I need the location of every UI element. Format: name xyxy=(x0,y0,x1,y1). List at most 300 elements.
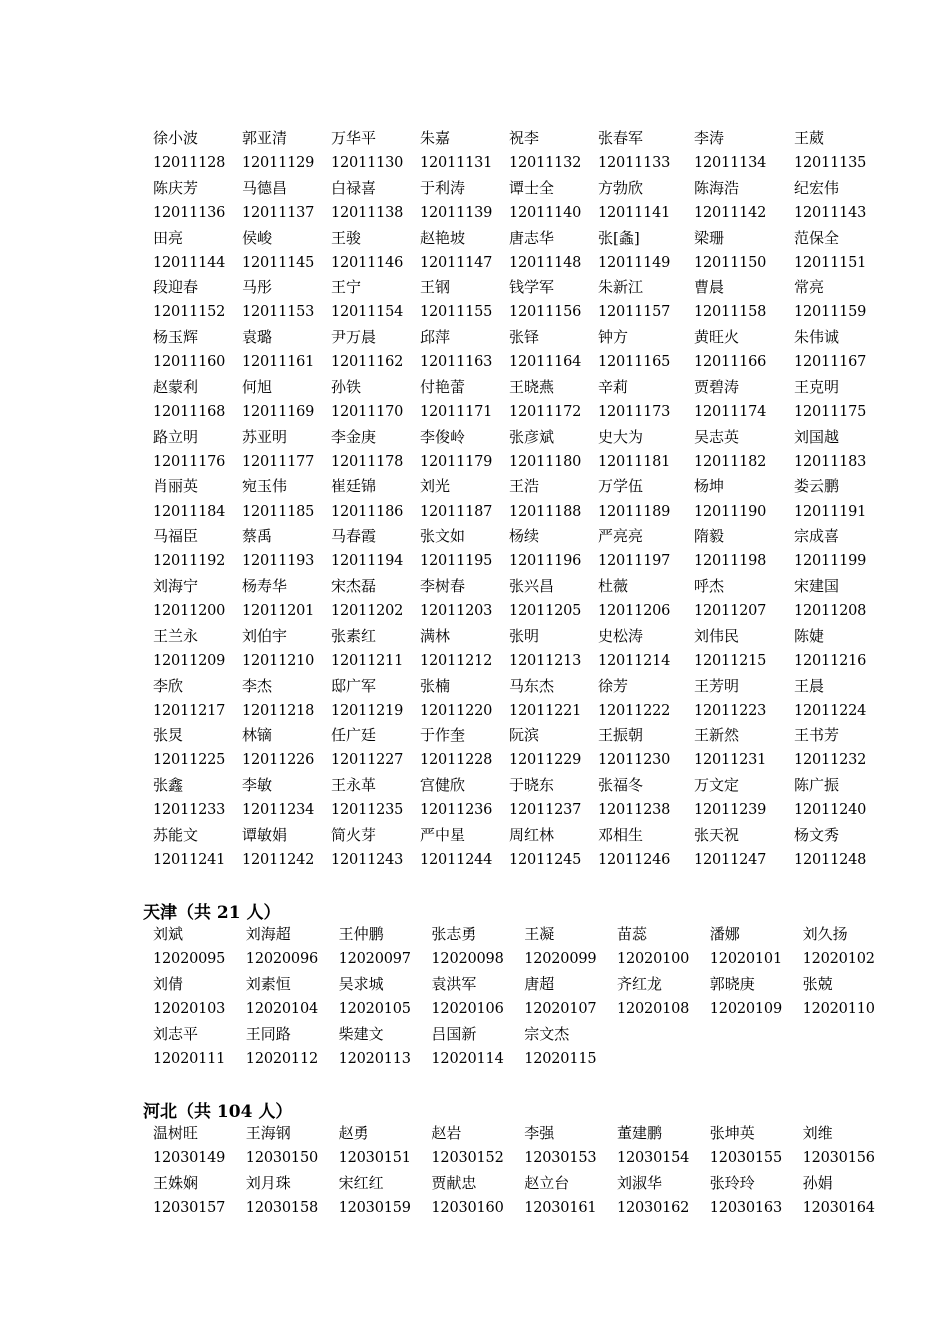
student-id: 12011232 xyxy=(794,752,867,769)
student-name: 李敏 xyxy=(242,776,273,795)
student-id: 12011170 xyxy=(331,403,404,420)
student-id: 12011224 xyxy=(794,702,867,719)
name-row xyxy=(153,1171,895,1196)
student-name: 王新然 xyxy=(694,726,740,745)
student-name: 张文如 xyxy=(420,527,466,546)
student-name: 钱学军 xyxy=(509,278,555,297)
student-id: 12011131 xyxy=(420,155,493,172)
id-row xyxy=(153,300,883,325)
id-row xyxy=(153,499,883,524)
student-id: 12011143 xyxy=(794,204,867,221)
student-name: 吕国新 xyxy=(431,1024,477,1043)
student-id: 12011207 xyxy=(694,603,767,620)
student-name: 张天祝 xyxy=(694,825,740,844)
student-id: 12011142 xyxy=(694,204,767,221)
student-name: 杨续 xyxy=(509,527,540,546)
name-row xyxy=(153,574,883,599)
student-name: 肖丽英 xyxy=(153,477,199,496)
student-name: 张炅 xyxy=(153,726,184,745)
name-row xyxy=(153,1022,895,1047)
student-name: 谭敏娟 xyxy=(242,825,288,844)
student-name: 张彦斌 xyxy=(509,427,555,446)
roster-table-hebei xyxy=(153,1121,895,1221)
student-id: 12011217 xyxy=(153,702,226,719)
student-name: 邱萍 xyxy=(420,328,451,347)
student-name: 崔廷锦 xyxy=(331,477,377,496)
student-id: 12011147 xyxy=(420,254,493,271)
student-id: 12011155 xyxy=(420,304,493,321)
student-name: 张春军 xyxy=(598,128,644,147)
student-id: 12020108 xyxy=(616,1000,690,1017)
student-id: 12011248 xyxy=(794,852,867,869)
student-id: 12011234 xyxy=(242,802,315,819)
student-id: 12011181 xyxy=(598,453,671,470)
student-name: 范保全 xyxy=(794,228,840,247)
student-id: 12030161 xyxy=(524,1199,597,1216)
student-name: 刘维 xyxy=(802,1123,833,1142)
id-row xyxy=(153,201,883,226)
student-name: 王芳明 xyxy=(694,676,740,695)
id-row xyxy=(153,698,883,723)
student-name: 田亮 xyxy=(153,228,184,247)
student-id: 12011137 xyxy=(242,204,315,221)
student-id: 12011196 xyxy=(509,553,582,570)
student-id: 12020103 xyxy=(153,1000,226,1017)
id-row xyxy=(153,997,895,1022)
id-row xyxy=(153,1146,895,1171)
student-name: 于利涛 xyxy=(420,178,466,197)
student-id: 12011176 xyxy=(153,453,226,470)
student-name: 林镝 xyxy=(242,726,273,745)
name-row xyxy=(153,972,895,997)
student-id: 12011159 xyxy=(794,304,867,321)
student-id: 12011163 xyxy=(420,354,493,371)
student-id: 12011136 xyxy=(153,204,226,221)
student-id: 12011243 xyxy=(331,852,404,869)
student-name: 钟方 xyxy=(598,328,629,347)
student-id: 12020095 xyxy=(153,951,226,968)
student-id: 12011212 xyxy=(420,652,493,669)
name-row xyxy=(153,226,883,251)
student-id: 12020111 xyxy=(153,1050,226,1067)
student-id: 12011161 xyxy=(242,354,315,371)
student-id: 12020100 xyxy=(616,951,690,968)
student-id: 12030150 xyxy=(245,1150,318,1167)
student-id: 12020102 xyxy=(802,951,875,968)
student-id: 12011202 xyxy=(331,603,404,620)
student-name: 贾碧涛 xyxy=(694,377,740,396)
student-name: 满林 xyxy=(420,626,451,645)
student-name: 刘斌 xyxy=(153,924,184,943)
student-id: 12011175 xyxy=(794,403,867,420)
student-id: 12011186 xyxy=(331,503,404,520)
student-name: 李杰 xyxy=(242,676,273,695)
student-id: 12030158 xyxy=(245,1199,318,1216)
student-name: 李俊岭 xyxy=(420,427,466,446)
student-name: 陈庆芳 xyxy=(153,178,199,197)
student-id: 12011162 xyxy=(331,354,404,371)
student-id: 12030149 xyxy=(153,1150,226,1167)
student-id: 12011219 xyxy=(331,702,404,719)
student-name: 李金庚 xyxy=(331,427,377,446)
student-id: 12020097 xyxy=(338,951,411,968)
student-id: 12011184 xyxy=(153,503,226,520)
student-name: 董建鹏 xyxy=(616,1123,662,1142)
student-name: 史大为 xyxy=(598,427,644,446)
student-name: 王姝娴 xyxy=(153,1173,199,1192)
student-name: 陈广振 xyxy=(794,776,840,795)
student-id: 12011167 xyxy=(794,354,867,371)
student-id: 12030162 xyxy=(616,1199,690,1216)
name-row xyxy=(153,275,883,300)
student-id: 12011225 xyxy=(153,752,226,769)
student-id: 12011242 xyxy=(242,852,315,869)
student-name: 万学伍 xyxy=(598,477,644,496)
student-id: 12020112 xyxy=(245,1050,318,1067)
student-name: 王浩 xyxy=(509,477,540,496)
student-id: 12011199 xyxy=(794,553,867,570)
student-id: 12011236 xyxy=(420,802,493,819)
student-name: 徐芳 xyxy=(598,676,629,695)
student-name: 刘海超 xyxy=(245,924,291,943)
id-row xyxy=(153,649,883,674)
student-id: 12011182 xyxy=(694,453,767,470)
student-id: 12030155 xyxy=(709,1150,782,1167)
student-name: 周红林 xyxy=(509,825,555,844)
student-name: 于晓东 xyxy=(509,776,555,795)
student-id: 12011173 xyxy=(598,403,671,420)
student-id: 12011208 xyxy=(794,603,867,620)
student-name: 陈婕 xyxy=(794,626,825,645)
student-id: 12011191 xyxy=(794,503,867,520)
student-id: 12011187 xyxy=(420,503,493,520)
name-row xyxy=(153,524,883,549)
student-name: 常亮 xyxy=(794,278,825,297)
student-id: 12011215 xyxy=(694,652,767,669)
student-id: 12020113 xyxy=(338,1050,411,1067)
student-name: 杨坤 xyxy=(694,477,725,496)
student-id: 12011128 xyxy=(153,155,226,172)
student-name: 朱嘉 xyxy=(420,128,451,147)
name-row xyxy=(153,474,883,499)
student-name: 李涛 xyxy=(694,128,725,147)
student-name: 杨玉辉 xyxy=(153,328,199,347)
id-row xyxy=(153,549,883,574)
student-id: 12011198 xyxy=(694,553,767,570)
student-name: 何旭 xyxy=(242,377,273,396)
student-name: 王葳 xyxy=(794,128,825,147)
student-id: 12011211 xyxy=(331,652,404,669)
student-name: 王钢 xyxy=(420,278,451,297)
name-row xyxy=(153,325,883,350)
student-id: 12011221 xyxy=(509,702,582,719)
student-id: 12011192 xyxy=(153,553,226,570)
student-id: 12011200 xyxy=(153,603,226,620)
student-name: 于作奎 xyxy=(420,726,466,745)
student-id: 12011152 xyxy=(153,304,226,321)
student-id: 12030157 xyxy=(153,1199,226,1216)
student-name: 张兢 xyxy=(802,974,833,993)
student-name: 苏亚明 xyxy=(242,427,288,446)
student-name: 刘倩 xyxy=(153,974,184,993)
student-id: 12011141 xyxy=(598,204,671,221)
student-name: 王兰永 xyxy=(153,626,199,645)
student-id: 12030163 xyxy=(709,1199,782,1216)
student-id: 12011185 xyxy=(242,503,315,520)
student-name: 张楠 xyxy=(420,676,451,695)
student-name: 刘志平 xyxy=(153,1024,199,1043)
student-name: 刘月珠 xyxy=(245,1173,291,1192)
student-id: 12011168 xyxy=(153,403,226,420)
student-name: 路立明 xyxy=(153,427,199,446)
student-name: 方勃欣 xyxy=(598,178,644,197)
student-name: 赵立台 xyxy=(524,1173,570,1192)
student-name: 苏能文 xyxy=(153,825,199,844)
student-name: 郭晓庚 xyxy=(709,974,755,993)
student-id: 12011135 xyxy=(794,155,867,172)
student-name: 宛玉伟 xyxy=(242,477,288,496)
id-row xyxy=(153,1046,895,1071)
student-id: 12011203 xyxy=(420,603,493,620)
student-id: 12011129 xyxy=(242,155,315,172)
student-id: 12011156 xyxy=(509,304,582,321)
name-row xyxy=(153,922,895,947)
student-id: 12030160 xyxy=(431,1199,504,1216)
student-name: 任广廷 xyxy=(331,726,377,745)
student-id: 12011227 xyxy=(331,752,404,769)
student-name: 黄旺火 xyxy=(694,328,740,347)
student-name: 刘久扬 xyxy=(802,924,848,943)
student-name: 邸广军 xyxy=(331,676,377,695)
student-name: 孙娟 xyxy=(802,1173,833,1192)
student-id: 12011174 xyxy=(694,403,767,420)
roster-table-tianjin xyxy=(153,922,895,1071)
student-name: 王骏 xyxy=(331,228,362,247)
student-id: 12011165 xyxy=(598,354,671,371)
student-id: 12011235 xyxy=(331,802,404,819)
student-id: 12030164 xyxy=(802,1199,875,1216)
student-id: 12011222 xyxy=(598,702,671,719)
student-id: 12020101 xyxy=(709,951,782,968)
student-name: 祝李 xyxy=(509,128,540,147)
student-name: 陈海浩 xyxy=(694,178,740,197)
student-name: 张福冬 xyxy=(598,776,644,795)
student-id: 12011133 xyxy=(598,155,671,172)
section-heading-tianjin: 天津（共 21 人） xyxy=(143,903,281,923)
student-id: 12011172 xyxy=(509,403,582,420)
student-name: 刘海宁 xyxy=(153,576,199,595)
student-name: 徐小波 xyxy=(153,128,199,147)
student-id: 12020110 xyxy=(802,1000,875,1017)
student-id: 12011189 xyxy=(598,503,671,520)
student-name: 赵艳坡 xyxy=(420,228,466,247)
id-row xyxy=(153,848,883,873)
student-name: 简火芽 xyxy=(331,825,377,844)
student-name: 朱新江 xyxy=(598,278,644,297)
student-name: 吴志英 xyxy=(694,427,740,446)
student-name: 宗成喜 xyxy=(794,527,840,546)
student-name: 袁洪军 xyxy=(431,974,477,993)
student-id: 12011153 xyxy=(242,304,315,321)
student-id: 12011213 xyxy=(509,652,582,669)
student-id: 12011157 xyxy=(598,304,671,321)
student-name: 柴建文 xyxy=(338,1024,384,1043)
student-name: 齐红龙 xyxy=(616,974,662,993)
student-id: 12011214 xyxy=(598,652,671,669)
student-id: 12011223 xyxy=(694,702,767,719)
student-id: 12011188 xyxy=(509,503,582,520)
student-name: 王克明 xyxy=(794,377,840,396)
student-id: 12020109 xyxy=(709,1000,782,1017)
student-name: 侯峻 xyxy=(242,228,273,247)
student-id: 12011151 xyxy=(794,254,867,271)
id-row xyxy=(153,250,883,275)
name-row xyxy=(153,126,883,151)
student-name: 张志勇 xyxy=(431,924,477,943)
student-name: 李树春 xyxy=(420,576,466,595)
student-id: 12020107 xyxy=(524,1000,597,1017)
student-id: 12011195 xyxy=(420,553,493,570)
student-id: 12030153 xyxy=(524,1150,597,1167)
student-name: 杨寿华 xyxy=(242,576,288,595)
student-id: 12011160 xyxy=(153,354,226,371)
name-row xyxy=(153,773,883,798)
student-name: 张铎 xyxy=(509,328,540,347)
section-heading-hebei: 河北（共 104 人） xyxy=(143,1102,293,1122)
student-id: 12011140 xyxy=(509,204,582,221)
student-id: 12011231 xyxy=(694,752,767,769)
student-name: 阮滨 xyxy=(509,726,540,745)
id-row xyxy=(153,748,883,773)
student-name: 宋杰磊 xyxy=(331,576,377,595)
student-name: 吴求城 xyxy=(338,974,384,993)
name-row xyxy=(153,674,883,699)
student-id: 12011241 xyxy=(153,852,226,869)
student-name: 温树旺 xyxy=(153,1123,199,1142)
student-name: 刘伯宇 xyxy=(242,626,288,645)
student-name: 王海钢 xyxy=(245,1123,291,1142)
student-name: 宫健欣 xyxy=(420,776,466,795)
student-name: 段迎春 xyxy=(153,278,199,297)
student-name: 刘淑华 xyxy=(616,1173,662,1192)
student-id: 12011237 xyxy=(509,802,582,819)
student-id: 12011206 xyxy=(598,603,671,620)
student-id: 12011216 xyxy=(794,652,867,669)
student-name: 邓相生 xyxy=(598,825,644,844)
name-row xyxy=(153,176,883,201)
student-id: 12011245 xyxy=(509,852,582,869)
student-name: 杨文秀 xyxy=(794,825,840,844)
student-id: 12030151 xyxy=(338,1150,411,1167)
student-name: 苗蕊 xyxy=(616,924,647,943)
student-name: 马春霞 xyxy=(331,527,377,546)
student-id: 12011169 xyxy=(242,403,315,420)
student-name: 王晓燕 xyxy=(509,377,555,396)
student-name: 付艳蕾 xyxy=(420,377,466,396)
student-id: 12011247 xyxy=(694,852,767,869)
student-id: 12011201 xyxy=(242,603,315,620)
student-name: 娄云鹏 xyxy=(794,477,840,496)
student-name: 张坤英 xyxy=(709,1123,755,1142)
student-id: 12011166 xyxy=(694,354,767,371)
student-name: 史松涛 xyxy=(598,626,644,645)
student-id: 12011209 xyxy=(153,652,226,669)
student-id: 12011240 xyxy=(794,802,867,819)
student-name: 谭士全 xyxy=(509,178,555,197)
student-name: 万华平 xyxy=(331,128,377,147)
student-name: 纪宏伟 xyxy=(794,178,840,197)
student-id: 12011149 xyxy=(598,254,671,271)
student-id: 12011178 xyxy=(331,453,404,470)
student-name: 唐志华 xyxy=(509,228,555,247)
student-name: 杜薇 xyxy=(598,576,629,595)
student-id: 12011146 xyxy=(331,254,404,271)
student-name: 张明 xyxy=(509,626,540,645)
name-row xyxy=(153,823,883,848)
name-row xyxy=(153,425,883,450)
id-row xyxy=(153,450,883,475)
student-name: 朱伟诚 xyxy=(794,328,840,347)
student-id: 12020106 xyxy=(431,1000,504,1017)
student-id: 12011229 xyxy=(509,752,582,769)
name-row xyxy=(153,375,883,400)
student-id: 12030152 xyxy=(431,1150,504,1167)
student-id: 12020096 xyxy=(245,951,318,968)
student-name: 张玲玲 xyxy=(709,1173,755,1192)
student-name: 王同路 xyxy=(245,1024,291,1043)
student-id: 12011145 xyxy=(242,254,315,271)
student-name: 王书芳 xyxy=(794,726,840,745)
student-name: 唐超 xyxy=(524,974,555,993)
student-id: 12020105 xyxy=(338,1000,411,1017)
student-name: 张鑫 xyxy=(153,776,184,795)
student-id: 12011190 xyxy=(694,503,767,520)
student-id: 12030154 xyxy=(616,1150,690,1167)
student-id: 12011194 xyxy=(331,553,404,570)
student-name: 王永革 xyxy=(331,776,377,795)
id-row xyxy=(153,350,883,375)
id-row xyxy=(153,151,883,176)
student-name: 宋红红 xyxy=(338,1173,384,1192)
student-id: 12011171 xyxy=(420,403,493,420)
name-row xyxy=(153,1121,895,1146)
student-name: 张素红 xyxy=(331,626,377,645)
student-name: 白禄喜 xyxy=(331,178,377,197)
student-id: 12011226 xyxy=(242,752,315,769)
student-id: 12011193 xyxy=(242,553,315,570)
student-name: 赵勇 xyxy=(338,1123,369,1142)
student-id: 12011228 xyxy=(420,752,493,769)
roster-table-continued xyxy=(153,126,883,873)
student-name: 王宁 xyxy=(331,278,362,297)
name-row xyxy=(153,624,883,649)
student-name: 刘素恒 xyxy=(245,974,291,993)
student-name: 贾献忠 xyxy=(431,1173,477,1192)
student-name: 王晨 xyxy=(794,676,825,695)
id-row xyxy=(153,599,883,624)
student-id: 12011233 xyxy=(153,802,226,819)
student-id: 12011164 xyxy=(509,354,582,371)
student-name: 辛莉 xyxy=(598,377,629,396)
student-name: 刘光 xyxy=(420,477,451,496)
student-id: 12020115 xyxy=(524,1050,597,1067)
student-name: 曹晨 xyxy=(694,278,725,297)
student-id: 12020114 xyxy=(431,1050,504,1067)
student-name: 李欣 xyxy=(153,676,184,695)
id-row xyxy=(153,400,883,425)
student-name: 呼杰 xyxy=(694,576,725,595)
id-row xyxy=(153,947,895,972)
